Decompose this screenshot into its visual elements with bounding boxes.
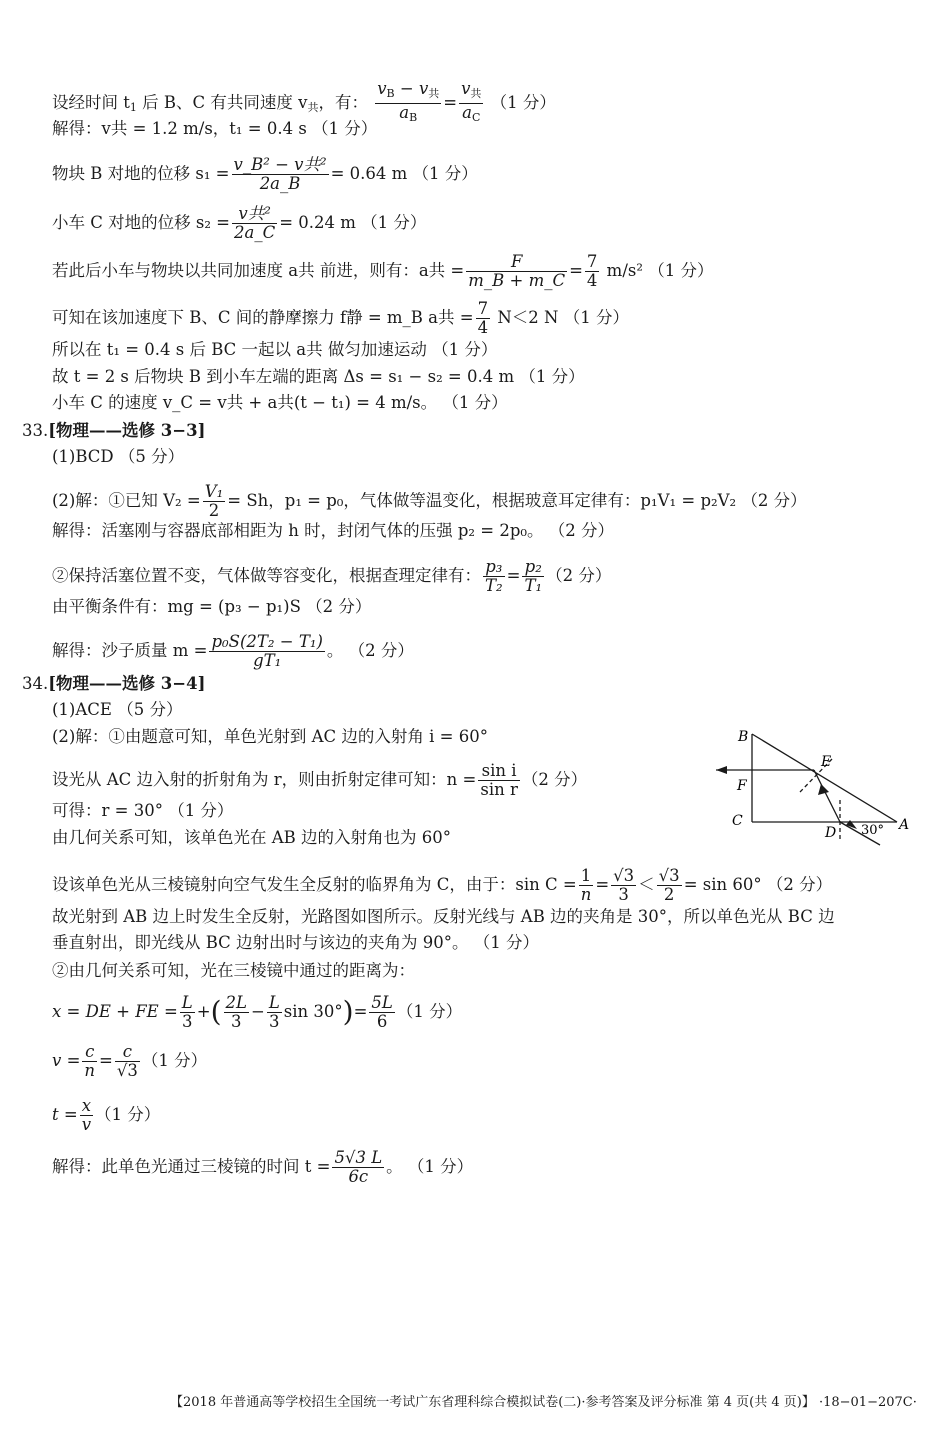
q34-part2-intro: (2)解：①由题意可知，单色光射到 AC 边的入射角 i = 60°	[52, 727, 488, 746]
q34-exit-angle: 垂直射出，即光线从 BC 边射出时与该边的夹角为 90°。 （1 分）	[52, 933, 540, 952]
q34-time-result: 解得：此单色光通过三棱镜的时间 t = $\frac{5√3 L}{6c}$ 。 （1 分）	[52, 1148, 474, 1186]
q34-distance-formula: x = DE + FE = $\frac{L}{3}$ +( $\frac{2L}{3}$ − $\frac{L}{3}$ sin 30°)= $\frac{5L}{6}$ （1 分）	[52, 993, 463, 1031]
fraction: $\frac{\text{p₃}}{\text{T₂}}$	[485, 557, 503, 595]
q34-distance-intro: ②由几何关系可知，光在三棱镜中通过的距离为：	[52, 961, 415, 980]
label-f: F	[737, 778, 747, 794]
q34-time-formula: t = $\frac{x}{v}$ （1 分）	[52, 1096, 161, 1134]
q34-part1: (1)ACE （5 分）	[52, 700, 183, 719]
label-b: B	[738, 729, 749, 745]
fraction: $\frac{\text{p₀S(2T₂ − T₁)}}{\text{gT₁}}$	[211, 632, 323, 670]
q33-equilibrium: 由平衡条件有：mg = (p₃ − p₁)S （2 分）	[52, 597, 372, 616]
fraction: $\frac{2L}{3}$	[225, 993, 247, 1031]
q33-pressure-result: 解得：活塞刚与容器底部相距为 h 时，封闭气体的压强 p₂ = 2p₀。 （2 分）	[52, 521, 615, 540]
fraction: $\frac{1}{n}$	[580, 866, 592, 904]
internal-ray	[814, 770, 840, 822]
line-uniform-acceleration: 所以在 t₁ = 0.4 s 后 BC 一起以 a共 做匀加速运动 （1 分）	[52, 340, 498, 359]
q33-heading: 33.[物理——选修 3−3]	[22, 421, 206, 440]
q34-heading: 34.[物理——选修 3−4]	[22, 674, 206, 693]
q34-critical-angle: 设该单色光从三棱镜射向空气发生全反射的临界角为 C，由于：sin C = $\frac{1}{n}$ = $\frac{√3}{3}$ ＜ $\frac{√3}{2}$ = sin 60° （2 分）	[52, 866, 833, 904]
exit-arrow-icon	[716, 766, 727, 774]
label-a: A	[899, 817, 910, 833]
q33-part1: (1)BCD （5 分）	[52, 447, 185, 466]
fraction: $\frac{L}{3}$	[268, 993, 280, 1031]
fraction: $\frac{\text{sin i}}{\text{sin r}}$	[480, 761, 518, 799]
q34-angle-r: 可得：r = 30° （1 分）	[52, 801, 234, 820]
fraction: $\frac{F}{m\_B + m\_C}$	[468, 252, 566, 290]
q34-geometry: 由几何关系可知，该单色光在 AB 边的入射角也为 60°	[52, 828, 452, 847]
fraction: $\frac{\text{V₁}}{2}$	[204, 482, 224, 520]
line-displacement-b: 物块 B 对地的位移 s₁ = $\frac{\text{v\_B² − v共²}}{2a\_B}$ = 0.64 m （1 分）	[52, 155, 478, 193]
q34-total-reflection: 故光射到 AB 边上时发生全反射，光路图如图所示。反射光线与 AB 边的夹角是 30°，所以单色光从 BC 边	[52, 907, 835, 926]
fraction: $\frac{c}{n}$	[84, 1042, 96, 1080]
fraction: $\frac{7}{4}$	[477, 299, 489, 337]
page-footer: 【2018 年普通高等学校招生全国统一考试广东省理科综合模拟试卷(二)·参考答案及评分标准 第 4 页(共 4 页)】 ·18−01−207C·	[170, 1395, 917, 1410]
line-common-acceleration: 若此后小车与物块以共同加速度 a共 前进，则有：a共 = $\frac{F}{m\_B + m\_C}$ = $\frac{7}{4}$ m/s² （1 分）	[52, 252, 714, 290]
fraction: $\frac{\text{v\_B² − v共²}}{2a\_B}$	[233, 155, 327, 193]
fraction: $\frac{v_B - v_共}{a_B}$	[377, 79, 440, 124]
fraction: $\frac{√3}{3}$	[613, 866, 635, 904]
ray-arrow-icon	[818, 784, 829, 795]
q33-charles-law: ②保持活塞位置不变，气体做等容变化，根据查理定律有： $\frac{\text{p₃}}{\text{T₂}}$ = $\frac{\text{p₂}}{\text{T₁}}$ （2 分）	[52, 557, 612, 595]
label-c: C	[732, 813, 743, 829]
fraction: $\frac{c}{√3}$	[116, 1042, 138, 1080]
fraction: $\frac{L}{3}$	[181, 993, 193, 1031]
label-d: D	[825, 825, 837, 841]
line-static-friction: 可知在该加速度下 B、C 间的静摩擦力 f静 = m_B a共 = $\frac{7}{4}$ N＜2 N （1 分）	[52, 299, 629, 337]
q34-refraction: 设光从 AC 边入射的折射角为 r，则由折射定律可知：n = $\frac{\text{sin i}}{\text{sin r}}$ （2 分）	[52, 761, 588, 799]
line-solve-velocity: 解得：v共 = 1.2 m/s，t₁ = 0.4 s （1 分）	[52, 119, 378, 138]
fraction: $\frac{v_共}{a_C}$	[461, 79, 482, 124]
fraction: $\frac{5L}{6}$	[371, 993, 393, 1031]
fraction: $\frac{\text{v共²}}{2a\_C}$	[234, 204, 276, 242]
line-velocity-c: 小车 C 的速度 v_C = v共 + a共(t − t₁) = 4 m/s。 （1 分）	[52, 393, 508, 412]
line-common-velocity: 设经时间 $t_1$ 后 B、C 有共同速度 $v_共$，有： $\frac{v_B - v_共}{a_B}$ = $\frac{v_共}{a_C}$ （1 分）	[52, 80, 556, 127]
label-e: E	[821, 754, 832, 770]
q33-part2-intro: (2)解：①已知 V₂ = $\frac{\text{V₁}}{2}$ = Sh，p₁ = p₀，气体做等温变化，根据玻意耳定律有：p₁V₁ = p₂V₂ （2 分）	[52, 482, 807, 520]
label-angle: 30°	[861, 823, 885, 838]
fraction: $\frac{x}{v}$	[81, 1096, 92, 1134]
fraction: $\frac{5√3 L}{6c}$	[334, 1148, 383, 1186]
prism-edge-ab	[752, 734, 897, 822]
fraction: $\frac{\text{p₂}}{\text{T₁}}$	[524, 557, 543, 595]
line-distance: 故 t = 2 s 后物块 B 到小车左端的距离 Δs = s₁ − s₂ = 0.4 m （1 分）	[52, 367, 585, 386]
fraction: $\frac{√3}{2}$	[658, 866, 680, 904]
line-displacement-c: 小车 C 对地的位移 s₂ = $\frac{\text{v共²}}{2a\_C}$ = 0.24 m （1 分）	[52, 204, 427, 242]
q34-speed-formula: v = $\frac{c}{n}$ = $\frac{c}{√3}$ （1 分）	[52, 1042, 208, 1080]
fraction: $\frac{7}{4}$	[586, 252, 598, 290]
q33-sand-mass: 解得：沙子质量 m = $\frac{\text{p₀S(2T₂ − T₁)}}{\text{gT₁}}$ 。 （2 分）	[52, 632, 414, 670]
